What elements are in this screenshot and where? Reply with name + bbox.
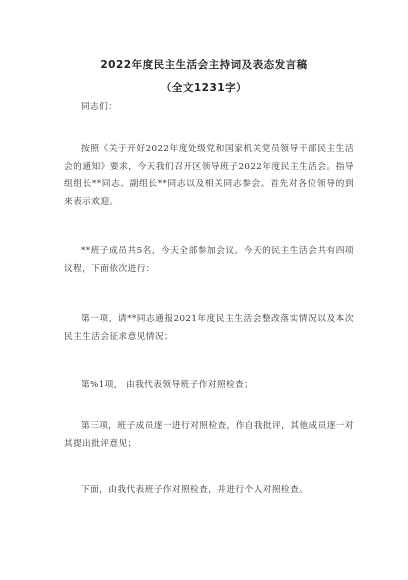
greeting: 同志们： — [81, 102, 118, 112]
paragraph-opening: 按照《关于开好2022年度处级党和国家机关党员领导干部民主生活会的通知》要求，今天我们召开区领导班子2022年度民主生活会。指导组组长**同志、副组长**同志以及相关同志参会。首先对各位领导的到来表示欢迎。 — [64, 144, 354, 207]
paragraph-item-two: 第%1项， 由我代表领导班子作对照检查； — [81, 380, 254, 390]
paragraph-self-review: 下面，由我代表班子作对照检查，并进行个人对照检查。 — [81, 485, 309, 495]
document-title: 2022年度民主生活会主持词及表态发言稿 — [100, 59, 308, 71]
document-subtitle: （全文1231字） — [160, 82, 248, 94]
paragraph-item-three: 第三项，班子成员逐一进行对照检查，作自我批评，其他成员逐一对其提出批评意见； — [64, 421, 354, 449]
paragraph-item-one: 第一项，请**同志通报2021年度民主生活会整改落实情况以及本次民主生活会征求意见情况； — [64, 314, 354, 342]
paragraph-attendance: **班子成员共5名，今天全部参加会议。今天的民主生活会共有四项议程，下面依次进行： — [64, 246, 354, 274]
